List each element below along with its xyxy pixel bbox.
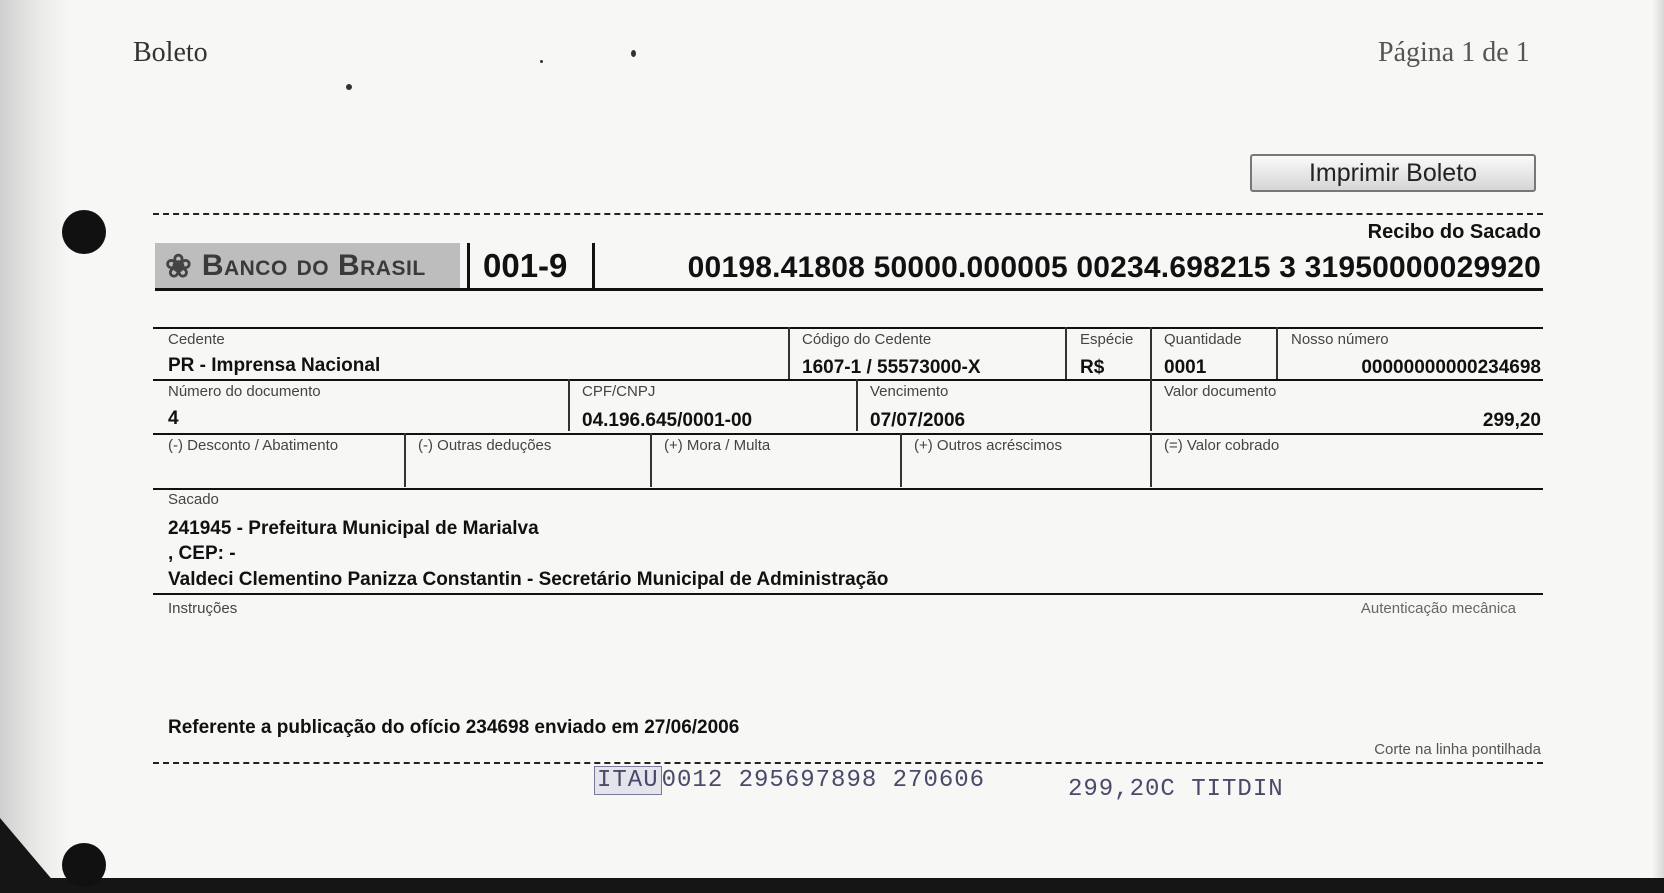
bank-name: Banco do Brasil: [201, 248, 426, 282]
nosso-numero-value: 00000000000234698: [1361, 357, 1541, 378]
desconto-label: (-) Desconto / Abatimento: [168, 437, 339, 454]
row2-divider: [568, 379, 570, 431]
punch-hole-bottom: [62, 843, 106, 887]
nosso-numero-label: Nosso número: [1291, 331, 1389, 348]
header-rule: [155, 288, 1543, 291]
numero-documento-value: 4: [168, 408, 179, 429]
valor-cobrado-label: (=) Valor cobrado: [1164, 437, 1280, 454]
document-title: Boleto: [133, 37, 208, 68]
row1-divider: [1150, 327, 1152, 379]
corte-label: Corte na linha pontilhada: [1374, 741, 1541, 758]
cut-line-bottom: [153, 762, 1543, 764]
sacado-line-3: Valdeci Clementino Panizza Constantin - Secretário Municipal de Administração: [168, 569, 889, 590]
row3-divider: [900, 433, 902, 487]
sacado-label: Sacado: [168, 491, 219, 508]
row1-divider: [788, 327, 790, 379]
cut-line-top: [153, 213, 1543, 215]
numero-documento-label: Número do documento: [168, 383, 321, 400]
paper-edge-left: [0, 0, 70, 893]
valor-documento-value: 299,20: [1482, 410, 1541, 431]
row2-top-rule: [153, 379, 1543, 381]
recibo-label: Recibo do Sacado: [1367, 221, 1541, 243]
punch-hole-top: [62, 210, 106, 254]
autenticacao-mecanica-label: Autenticação mecânica: [1360, 600, 1516, 617]
referente-text: Referente a publicação do ofício 234698 enviado em 27/06/2006: [168, 717, 740, 738]
row1-divider: [1276, 327, 1278, 379]
row2-divider: [1150, 379, 1152, 431]
scan-corner-shadow: [0, 818, 55, 883]
quantidade-label: Quantidade: [1164, 331, 1242, 348]
bank-code: 001-9: [483, 247, 568, 284]
sacado-line-2: , CEP: -: [168, 543, 236, 564]
bank-code-divider-left: [467, 243, 470, 288]
stamp-amount: 299,20C TITDIN: [1068, 776, 1284, 803]
row1-divider: [1065, 327, 1067, 379]
row3-divider: [404, 433, 406, 487]
digitable-line: 00198.41808 50000.000005 00234.698215 3 31950000029920: [687, 251, 1541, 284]
mora-multa-label: (+) Mora / Multa: [664, 437, 771, 454]
stamp-prefix: ITAU: [594, 766, 662, 795]
row3-top-rule: [153, 433, 1543, 435]
cpf-cnpj-value: 04.196.645/0001-00: [582, 410, 753, 431]
page-indicator: Página 1 de 1: [1378, 37, 1530, 68]
codigo-cedente-label: Código do Cedente: [802, 331, 932, 348]
valor-documento-label: Valor documento: [1164, 383, 1277, 400]
especie-label: Espécie: [1080, 331, 1134, 348]
sacado-top-rule: [153, 488, 1543, 490]
scan-speck: [346, 84, 352, 90]
quantidade-value: 0001: [1164, 357, 1207, 378]
scan-speck: [540, 60, 543, 63]
paper-edge-right: [1652, 0, 1664, 893]
scan-bottom-edge: [0, 878, 1664, 893]
outros-acrescimos-label: (+) Outros acréscimos: [914, 437, 1062, 454]
outras-deducoes-label: (-) Outras deduções: [418, 437, 552, 454]
cedente-label: Cedente: [168, 331, 225, 348]
bank-logo-icon: ❀: [165, 247, 192, 284]
scan-speck: [631, 50, 636, 57]
cedente-value: PR - Imprensa Nacional: [168, 355, 381, 376]
row2-divider: [856, 379, 858, 431]
vencimento-value: 07/07/2006: [870, 410, 966, 431]
print-boleto-button[interactable]: Imprimir Boleto: [1250, 154, 1536, 192]
row3-divider: [1150, 433, 1152, 487]
bank-code-divider-right: [592, 243, 595, 288]
row3-divider: [650, 433, 652, 487]
cpf-cnpj-label: CPF/CNPJ: [582, 383, 656, 400]
sacado-bottom-rule: [153, 593, 1543, 595]
bank-logo: [155, 243, 460, 288]
stamp-code: 0012 295697898 270606: [661, 767, 986, 794]
sacado-line-1: 241945 - Prefeitura Municipal de Marialva: [168, 518, 539, 539]
vencimento-label: Vencimento: [870, 383, 949, 400]
instrucoes-label: Instruções: [168, 600, 238, 617]
codigo-cedente-value: 1607-1 / 55573000-X: [802, 357, 981, 378]
authentication-stamp: [594, 766, 985, 795]
especie-value: R$: [1080, 357, 1105, 378]
row1-top-rule: [153, 327, 1543, 329]
